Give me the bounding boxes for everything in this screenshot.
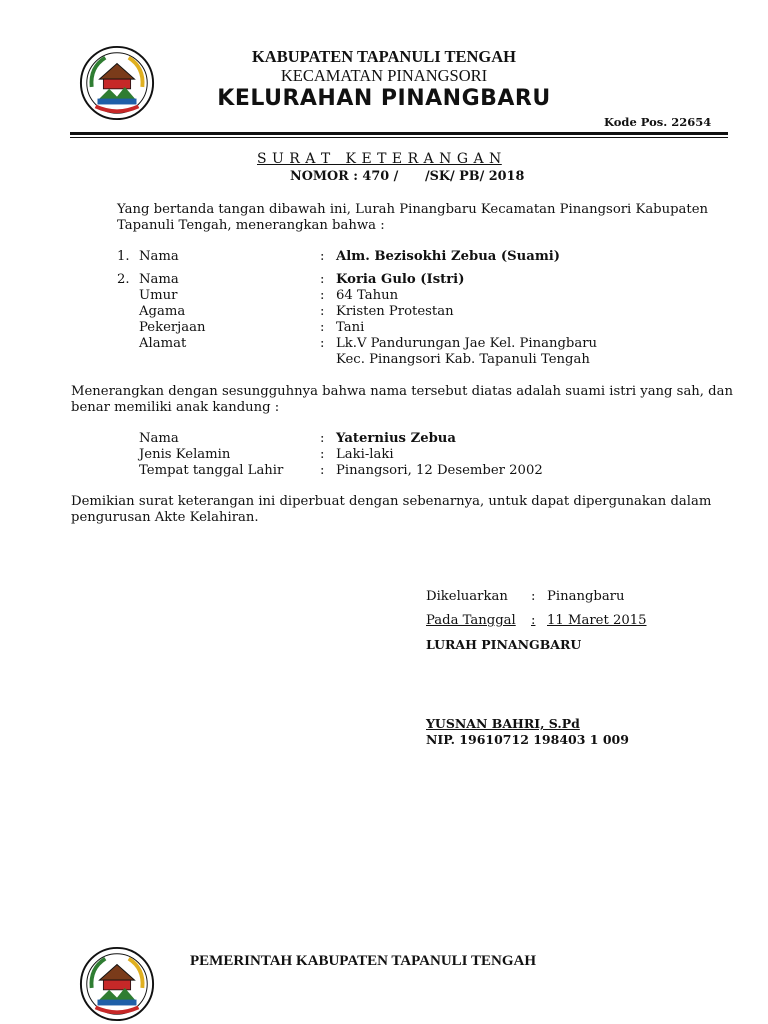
- header-district: KECAMATAN PINANGSORI: [280, 66, 488, 85]
- child-birth-value: Pinangsori, 12 Desember 2002: [336, 463, 543, 478]
- intro-line-2: Tapanuli Tengah, menerangkan bahwa :: [117, 218, 385, 233]
- child-name-sep: :: [320, 431, 325, 446]
- person2-occupation-label: Pekerjaan: [139, 320, 206, 335]
- issued-place-label: Dikeluarkan: [426, 589, 508, 604]
- closing-line-2: pengurusan Akte Kelahiran.: [71, 510, 259, 525]
- person1-number: 1.: [117, 249, 130, 264]
- person2-address-line2: Kec. Pinangsori Kab. Tapanuli Tengah: [336, 352, 590, 367]
- postcode: Kode Pos. 22654: [604, 115, 712, 129]
- person1-name-label: Nama: [139, 249, 179, 264]
- statement-line-2: benar memiliki anak kandung :: [71, 400, 280, 415]
- header-village: KELURAHAN PINANGBARU: [217, 86, 551, 111]
- person2-age-label: Umur: [139, 288, 178, 303]
- issued-place-value: Pinangbaru: [547, 589, 625, 604]
- letter-title: S U R A T K E T E R A N G A N: [257, 151, 502, 167]
- signatory-nip: NIP. 19610712 198403 1 009: [426, 732, 629, 747]
- child-gender-label: Jenis Kelamin: [139, 447, 231, 462]
- child-birth-label: Tempat tanggal Lahir: [139, 463, 284, 478]
- person2-religion-value: Kristen Protestan: [336, 304, 454, 319]
- issued-date-sep: :: [531, 613, 536, 628]
- person2-age-value: 64 Tahun: [336, 288, 399, 303]
- person2-name-label: Nama: [139, 272, 179, 287]
- person2-occupation-sep: :: [320, 320, 325, 335]
- person2-religion-sep: :: [320, 304, 325, 319]
- issued-date-value: 11 Maret 2015: [547, 613, 647, 628]
- issued-place-sep: :: [531, 589, 536, 604]
- person2-religion-label: Agama: [139, 304, 186, 319]
- child-name-value: Yaternius Zebua: [336, 431, 456, 446]
- header-divider-thin: [70, 137, 728, 138]
- person1-name-sep: :: [320, 249, 325, 264]
- header-divider-thick: [70, 132, 728, 135]
- issued-date-label: Pada Tanggal: [426, 613, 516, 628]
- person2-address-value: Lk.V Pandurungan Jae Kel. Pinangbaru: [336, 336, 598, 351]
- footer-emblem-icon: [78, 945, 156, 1023]
- letter-number: NOMOR : 470 / /SK/ PB/ 2018: [290, 169, 525, 184]
- signatory-name: YUSNAN BAHRI, S.Pd: [426, 716, 580, 731]
- person2-number: 2.: [117, 272, 130, 287]
- child-gender-value: Laki-laki: [336, 447, 394, 462]
- person2-name-value: Koria Gulo (Istri): [336, 272, 465, 287]
- footer-government: PEMERINTAH KABUPATEN TAPANULI TENGAH: [190, 953, 537, 969]
- person2-age-sep: :: [320, 288, 325, 303]
- person1-name-value: Alm. Bezisokhi Zebua (Suami): [336, 249, 561, 264]
- child-birth-sep: :: [320, 463, 325, 478]
- person2-address-label: Alamat: [139, 336, 187, 351]
- closing-line-1: Demikian surat keterangan ini diperbuat dengan sebenarnya, untuk dapat dipergunakan dalam: [71, 494, 712, 509]
- intro-line-1: Yang bertanda tangan dibawah ini, Lurah Pinangbaru Kecamatan Pinangsori Kabupaten: [117, 202, 709, 217]
- issuing-office: LURAH PINANGBARU: [426, 637, 582, 652]
- person2-occupation-value: Tani: [336, 320, 365, 335]
- child-gender-sep: :: [320, 447, 325, 462]
- child-name-label: Nama: [139, 431, 179, 446]
- person2-name-sep: :: [320, 272, 325, 287]
- person2-address-sep: :: [320, 336, 325, 351]
- header-regency: KABUPATEN TAPANULI TENGAH: [251, 47, 517, 66]
- statement-line-1: Menerangkan dengan sesungguhnya bahwa nama tersebut diatas adalah suami istri yang sah, dan: [71, 384, 733, 399]
